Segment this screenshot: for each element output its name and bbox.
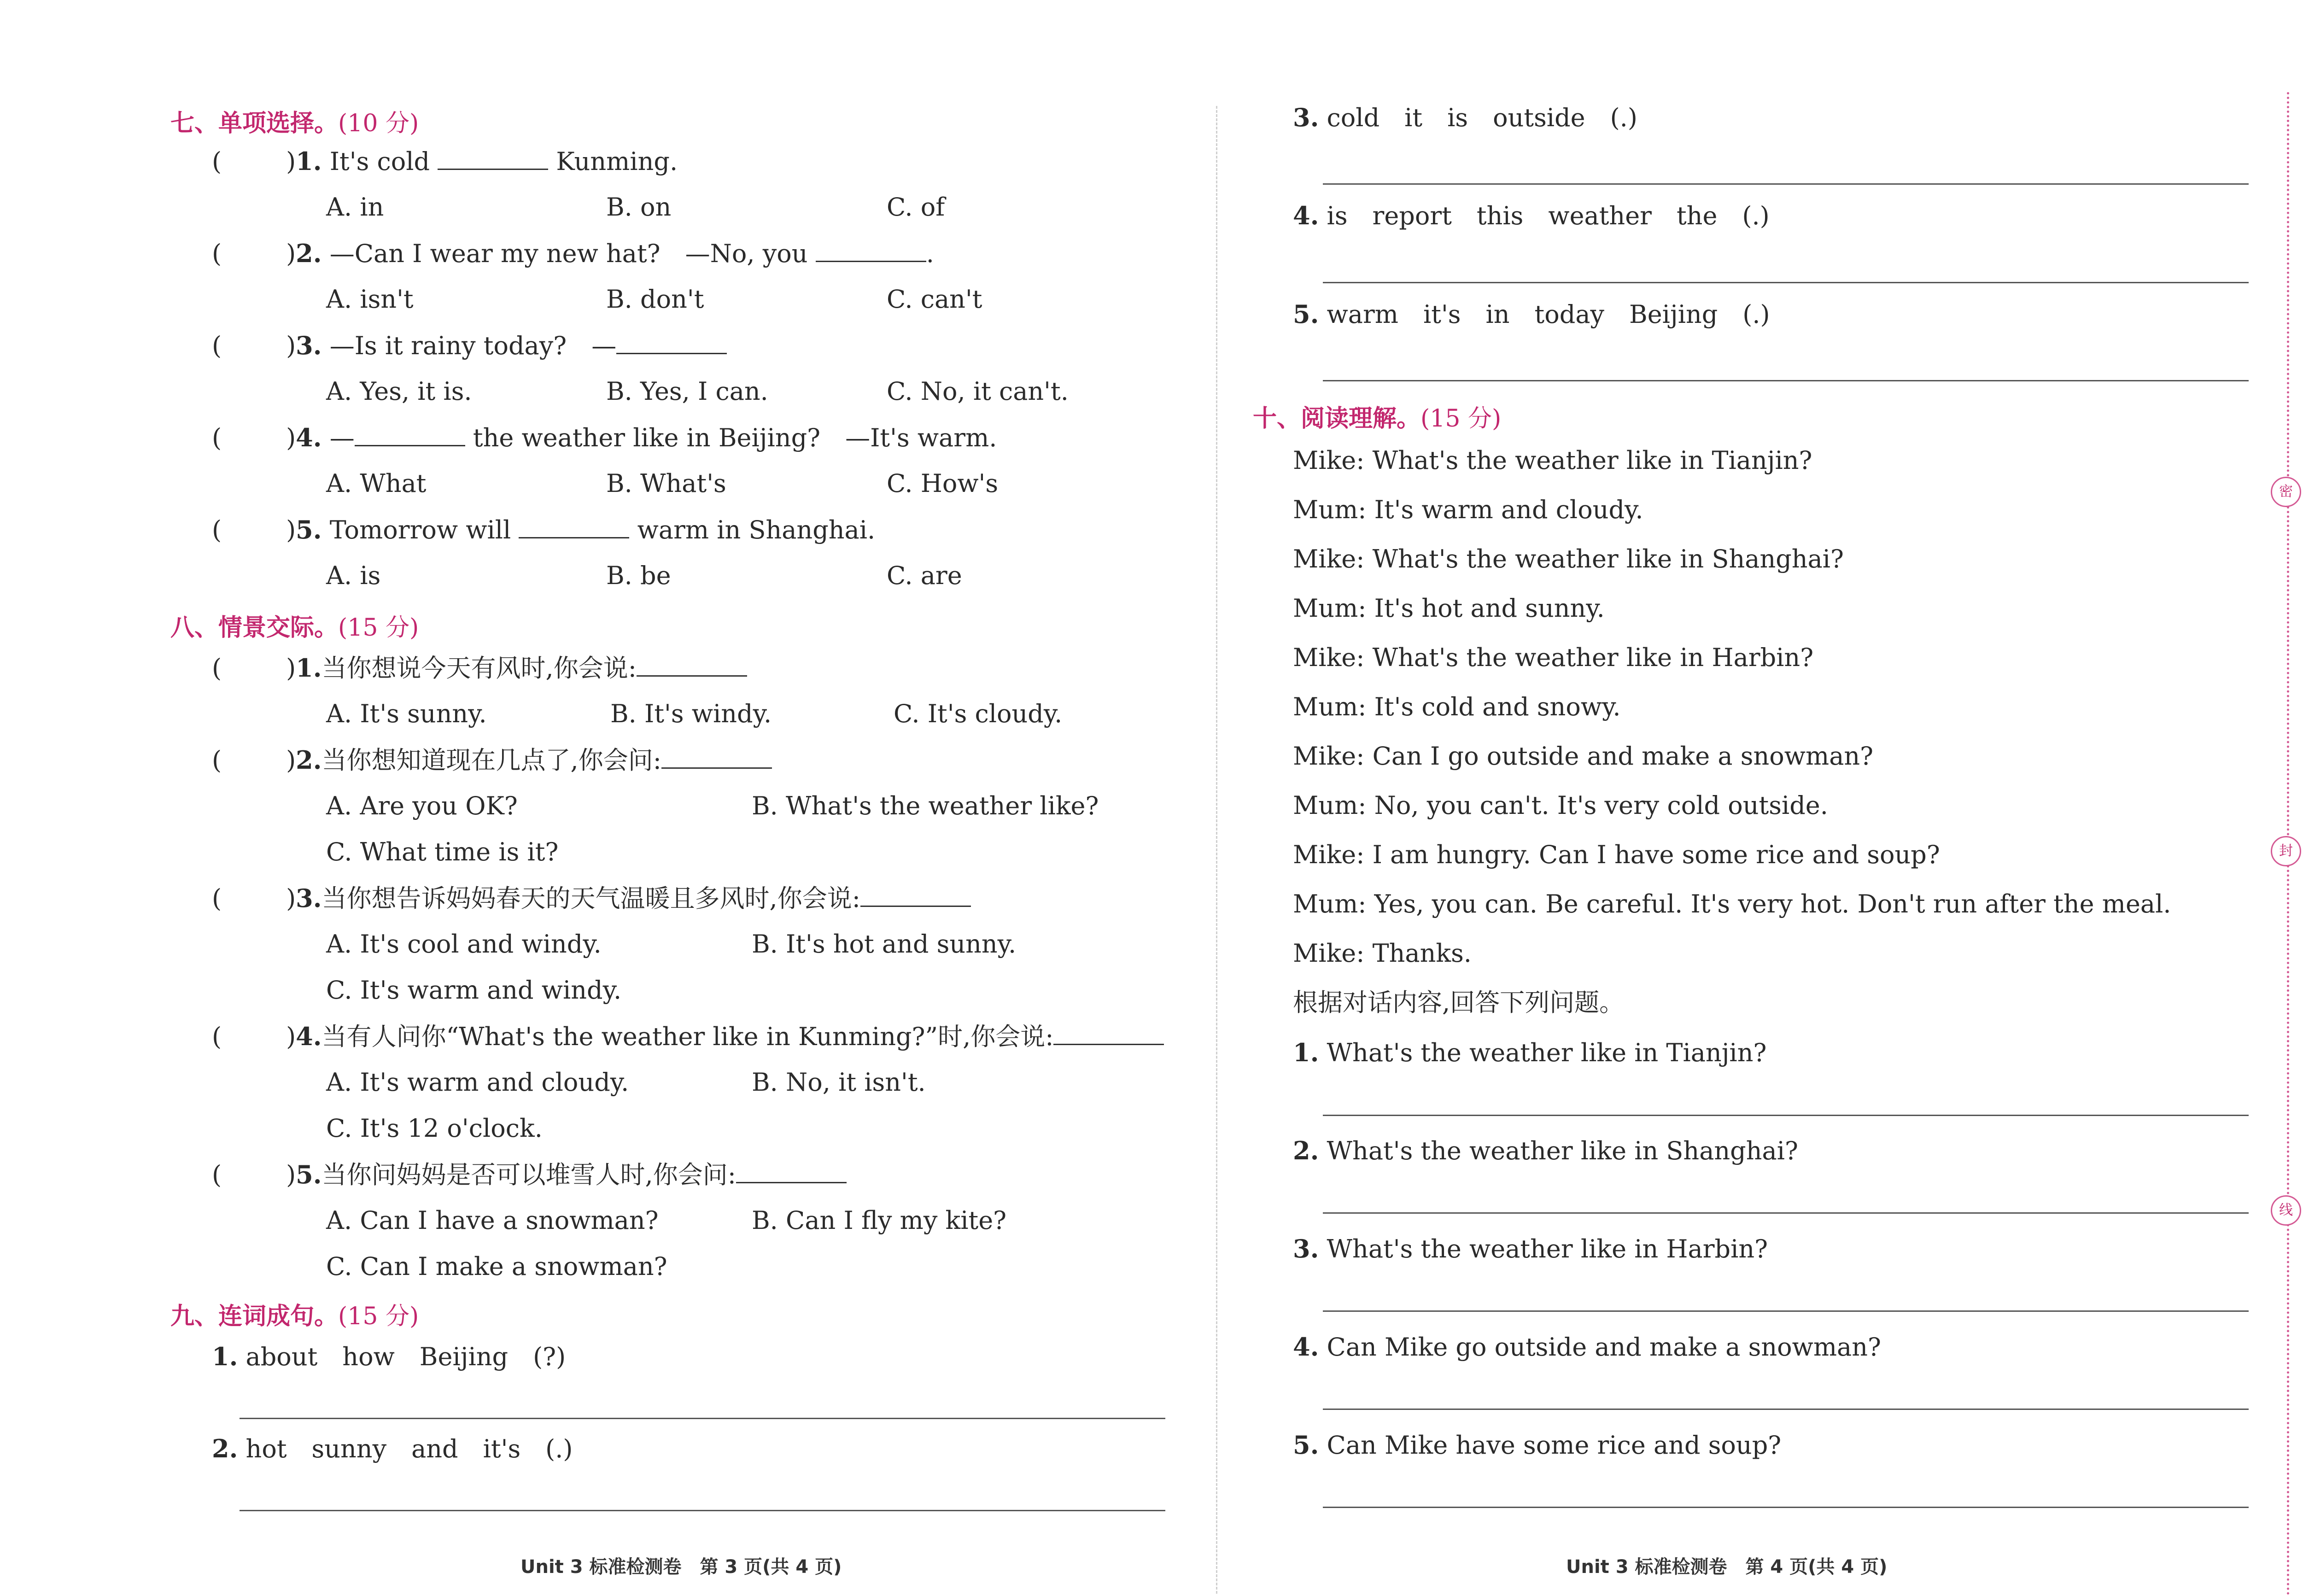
question-text-after: warm in Shanghai. xyxy=(637,515,876,544)
dialogue-line: Mike: Thanks. xyxy=(1293,939,1472,968)
s9-item3 xyxy=(1293,104,1637,132)
answer-paren-open: ( xyxy=(212,331,222,360)
reading-question-5 xyxy=(1293,1431,1781,1459)
question-text: 当你想说今天有风时,你会说: xyxy=(321,654,637,683)
option-b[interactable]: B. What's the weather like? xyxy=(752,791,1099,820)
dialogue-line: Mum: Yes, you can. Be careful. It's very hot. Don't run after the meal. xyxy=(1293,889,2171,918)
answer-line[interactable] xyxy=(1323,282,2249,283)
fill-blank[interactable] xyxy=(661,747,772,769)
fill-blank[interactable] xyxy=(1053,1023,1164,1045)
answer-paren-open: ( xyxy=(212,746,222,775)
option-b[interactable]: B. What's xyxy=(606,469,726,498)
s7-q5 xyxy=(212,516,875,544)
answer-paren-close: ) xyxy=(286,884,296,913)
answer-paren-open: ( xyxy=(212,884,222,913)
answer-paren-open: ( xyxy=(212,147,222,176)
right-page xyxy=(1221,0,2303,1596)
question-number: 2. xyxy=(296,239,322,268)
option-a[interactable]: A. is xyxy=(326,561,381,590)
option-c[interactable]: C. What time is it? xyxy=(326,837,559,866)
fill-blank[interactable] xyxy=(860,885,971,907)
dialogue-line: Mum: It's warm and cloudy. xyxy=(1293,495,1643,524)
s8-q3 xyxy=(212,884,971,912)
option-b[interactable]: B. on xyxy=(606,193,672,222)
answer-line[interactable] xyxy=(1323,1115,2249,1116)
fill-blank[interactable] xyxy=(736,1162,847,1183)
fill-blank[interactable] xyxy=(616,333,727,354)
fill-blank[interactable] xyxy=(637,655,747,677)
dialogue-line: Mum: No, you can't. It's very cold outside. xyxy=(1293,791,1828,820)
s7-q2 xyxy=(212,240,934,268)
question-text: Can Mike have some rice and soup? xyxy=(1327,1431,1782,1460)
fill-blank[interactable] xyxy=(816,240,926,262)
scrambled-words: is report this weather the (.) xyxy=(1327,201,1770,230)
item-number: 3. xyxy=(1293,103,1319,132)
fill-blank[interactable] xyxy=(438,148,548,170)
option-c[interactable]: C. It's 12 o'clock. xyxy=(326,1114,543,1143)
section9-title: 九、连词成句。 xyxy=(170,1302,339,1330)
option-b[interactable]: B. don't xyxy=(606,285,704,314)
option-a[interactable]: A. Can I have a snowman? xyxy=(326,1206,659,1235)
reading-instruction: 根据对话内容,回答下列问题。 xyxy=(1293,988,1625,1017)
question-text: 当你问妈妈是否可以堆雪人时,你会问: xyxy=(321,1160,736,1189)
question-text: —Can I wear my new hat? —No, you xyxy=(329,239,808,268)
option-a[interactable]: A. It's sunny. xyxy=(326,699,487,728)
seal-mark-feng: 封 xyxy=(2271,836,2301,866)
s9-item1 xyxy=(212,1343,566,1371)
section9-points: (15 分) xyxy=(338,1303,419,1330)
answer-paren-open: ( xyxy=(212,423,222,452)
reading-question-2 xyxy=(1293,1137,1798,1165)
reading-question-1 xyxy=(1293,1039,1766,1067)
answer-paren-close: ) xyxy=(286,239,296,268)
question-text: What's the weather like in Harbin? xyxy=(1327,1234,1768,1263)
question-number: 4. xyxy=(296,1022,322,1051)
item-number: 2. xyxy=(212,1434,238,1463)
s9-item4 xyxy=(1293,202,1770,230)
answer-paren-open: ( xyxy=(212,1160,222,1189)
fill-blank[interactable] xyxy=(519,517,629,538)
answer-paren-open: ( xyxy=(212,515,222,544)
answer-paren-close: ) xyxy=(286,147,296,176)
s9-item2 xyxy=(212,1435,573,1463)
answer-paren-close: ) xyxy=(286,515,296,544)
section8-heading xyxy=(170,608,419,643)
question-text: Tomorrow will xyxy=(329,515,511,544)
answer-paren-open: ( xyxy=(212,1022,222,1051)
question-number: 5. xyxy=(296,515,322,544)
answer-line[interactable] xyxy=(1323,1310,2249,1312)
answer-line[interactable] xyxy=(1323,1409,2249,1410)
answer-paren-open: ( xyxy=(212,654,222,683)
question-text-after: the weather like in Beijing? —It's warm. xyxy=(473,423,997,452)
option-a[interactable]: A. It's warm and cloudy. xyxy=(326,1068,629,1097)
dialogue-line: Mum: It's cold and snowy. xyxy=(1293,692,1621,721)
option-c[interactable]: C. Can I make a snowman? xyxy=(326,1252,667,1281)
option-b[interactable]: B. Can I fly my kite? xyxy=(752,1206,1007,1235)
question-number: 4. xyxy=(296,423,322,452)
question-text: 当你想告诉妈妈春天的天气温暖且多风时,你会说: xyxy=(321,884,860,913)
option-c[interactable]: C. No, it can't. xyxy=(887,377,1069,406)
s9-item5 xyxy=(1293,300,1770,328)
option-a[interactable]: A. What xyxy=(326,469,427,498)
answer-paren-close: ) xyxy=(286,1160,296,1189)
option-a[interactable]: A. isn't xyxy=(326,285,414,314)
section8-title: 八、情景交际。 xyxy=(170,614,339,642)
question-text: What's the weather like in Shanghai? xyxy=(1327,1136,1798,1165)
option-b[interactable]: B. It's windy. xyxy=(610,699,772,728)
scrambled-words: cold it is outside (.) xyxy=(1327,103,1637,132)
answer-paren-open: ( xyxy=(212,239,222,268)
question-text-after: . xyxy=(926,239,934,268)
item-number: 4. xyxy=(1293,201,1319,230)
answer-paren-close: ) xyxy=(286,746,296,775)
question-number: 2. xyxy=(296,745,322,775)
dialogue-line: Mike: What's the weather like in Harbin? xyxy=(1293,643,1814,672)
reading-question-4 xyxy=(1293,1333,1881,1361)
fill-blank[interactable] xyxy=(355,425,465,446)
option-c[interactable]: C. It's cloudy. xyxy=(894,699,1063,728)
section10-points: (15 分) xyxy=(1420,405,1502,433)
s8-q2 xyxy=(212,746,772,774)
answer-line[interactable] xyxy=(1323,1212,2249,1214)
dialogue-line: Mum: It's hot and sunny. xyxy=(1293,594,1605,623)
dialogue-line: Mike: Can I go outside and make a snowman? xyxy=(1293,742,1874,771)
answer-line[interactable] xyxy=(1323,380,2249,381)
answer-line[interactable] xyxy=(1323,1507,2249,1508)
item-number: 5. xyxy=(1293,299,1319,329)
answer-paren-close: ) xyxy=(286,423,296,452)
section9-heading xyxy=(170,1297,419,1331)
option-c[interactable]: C. are xyxy=(887,561,962,590)
section7-heading xyxy=(170,104,419,138)
question-number: 1. xyxy=(296,146,322,176)
question-number: 5. xyxy=(1293,1430,1319,1460)
s7-q1 xyxy=(212,147,678,175)
reading-question-3 xyxy=(1293,1235,1768,1263)
option-a[interactable]: A. Are you OK? xyxy=(326,791,518,820)
section7-points: (10 分) xyxy=(338,110,419,137)
question-text: 当你想知道现在几点了,你会问: xyxy=(321,746,661,775)
answer-paren-close: ) xyxy=(286,1022,296,1051)
question-text: What's the weather like in Tianjin? xyxy=(1327,1038,1767,1067)
dialogue-line: Mike: What's the weather like in Shanghai? xyxy=(1293,544,1844,573)
option-c[interactable]: C. can't xyxy=(887,285,982,314)
question-number: 3. xyxy=(296,331,322,360)
question-text: It's cold xyxy=(329,147,430,176)
option-b[interactable]: B. be xyxy=(606,561,671,590)
dialogue-line: Mike: What's the weather like in Tianjin? xyxy=(1293,446,1812,475)
question-number: 5. xyxy=(296,1160,322,1189)
answer-line[interactable] xyxy=(240,1510,1165,1511)
answer-paren-close: ) xyxy=(286,331,296,360)
seal-mark-mi: 密 xyxy=(2271,477,2301,507)
answer-line[interactable] xyxy=(1323,183,2249,185)
question-text: — xyxy=(329,423,355,452)
section10-title: 十、阅读理解。 xyxy=(1253,404,1421,433)
s8-q4 xyxy=(212,1023,1164,1051)
s8-q5 xyxy=(212,1161,847,1189)
question-number: 3. xyxy=(1293,1234,1319,1263)
option-c[interactable]: C. of xyxy=(887,193,945,222)
option-b[interactable]: B. Yes, I can. xyxy=(606,377,768,406)
question-number: 2. xyxy=(1293,1136,1319,1165)
question-number: 1. xyxy=(1293,1038,1319,1067)
page-footer: Unit 3 标准检测卷 第 3 页(共 4 页) xyxy=(520,1556,842,1578)
center-divider xyxy=(1216,106,1217,1594)
scrambled-words: warm it's in today Beijing (.) xyxy=(1327,300,1770,329)
option-b[interactable]: B. It's hot and sunny. xyxy=(752,930,1017,959)
question-text-after: Kunming. xyxy=(556,147,678,176)
section8-points: (15 分) xyxy=(338,614,419,642)
option-c[interactable]: C. It's warm and windy. xyxy=(326,976,622,1005)
option-c[interactable]: C. How's xyxy=(887,469,999,498)
option-a[interactable]: A. Yes, it is. xyxy=(326,377,472,406)
seal-mark-xian: 线 xyxy=(2271,1195,2301,1226)
question-text: 当有人问你“What's the weather like in Kunming?”时,你会说: xyxy=(321,1022,1054,1051)
option-a[interactable]: A. in xyxy=(326,193,384,222)
question-text: —Is it rainy today? — xyxy=(329,331,617,360)
question-number: 3. xyxy=(296,883,322,913)
s7-q3 xyxy=(212,332,727,360)
dialogue-line: Mike: I am hungry. Can I have some rice and soup? xyxy=(1293,840,1940,869)
s7-q4 xyxy=(212,424,997,452)
option-a[interactable]: A. It's cool and windy. xyxy=(326,930,602,959)
question-text: Can Mike go outside and make a snowman? xyxy=(1327,1333,1881,1362)
section7-title: 七、单项选择。 xyxy=(170,109,339,137)
question-number: 1. xyxy=(296,653,322,683)
answer-line[interactable] xyxy=(240,1418,1165,1419)
page-footer: Unit 3 标准检测卷 第 4 页(共 4 页) xyxy=(1566,1556,1888,1578)
option-b[interactable]: B. No, it isn't. xyxy=(752,1068,926,1097)
s8-q1 xyxy=(212,654,747,682)
item-number: 1. xyxy=(212,1342,238,1371)
question-number: 4. xyxy=(1293,1332,1319,1362)
answer-paren-close: ) xyxy=(286,654,296,683)
section10-heading xyxy=(1253,399,1501,433)
scrambled-words: hot sunny and it's (.) xyxy=(245,1434,573,1463)
scrambled-words: about how Beijing (?) xyxy=(245,1342,566,1371)
